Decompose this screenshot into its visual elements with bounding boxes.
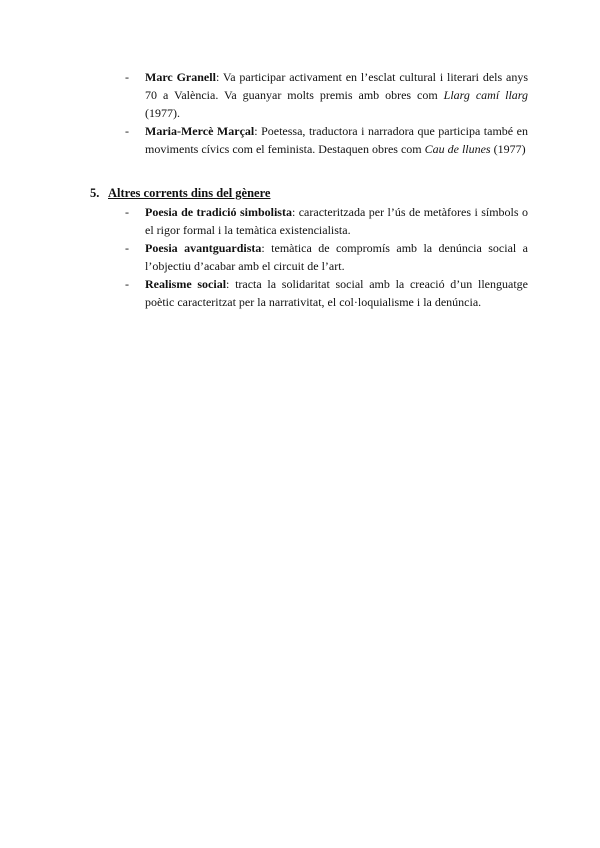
list-item-text	[145, 239, 528, 275]
section-number: 5.	[90, 186, 100, 200]
author-name: Marc Granell	[145, 70, 216, 84]
list-item-maria-merce-marcal	[0, 122, 600, 158]
list-item-text	[145, 68, 528, 122]
list-item-simbolista	[0, 203, 600, 239]
list-item-marc-granell	[0, 68, 600, 122]
work-year: (1977).	[145, 106, 180, 120]
list-item-text	[145, 203, 528, 239]
current-description: : temàtica de compromís amb la denúncia social a l’objectiu d’acabar amb el circuit de l’art.	[145, 241, 528, 273]
section-heading	[90, 184, 270, 202]
list-item-text	[145, 275, 528, 311]
section-title: Altres corrents dins del gènere	[108, 186, 271, 200]
work-title: Cau de llunes	[424, 142, 491, 156]
bullet-dash: -	[125, 124, 129, 138]
bullet-dash: -	[125, 241, 129, 255]
bullet-dash: -	[125, 277, 129, 291]
list-item-text	[145, 122, 528, 158]
current-term: Poesia de tradició simbolista	[145, 205, 292, 219]
author-name: Maria-Mercè Marçal	[145, 124, 255, 138]
current-term: Poesia avantguardista	[145, 241, 262, 255]
current-description: : caracteritzada per l’ús de metàfores i símbols o el rigor formal i la temàtica existencialista.	[145, 205, 528, 237]
list-item-avantguardista	[0, 239, 600, 275]
bullet-dash: -	[125, 205, 129, 219]
author-description: : Va participar activament en l’esclat cultural i literari dels anys 70 a València. Va guanyar molts premis amb obres com	[145, 70, 529, 102]
list-item-realisme-social	[0, 275, 600, 311]
work-year: (1977)	[490, 142, 526, 156]
author-description: : Poetessa, traductora i narradora que participa també en moviments cívics com el feminista. Destaquen obres com	[145, 124, 528, 156]
current-term: Realisme social	[145, 277, 227, 291]
current-description: : tracta la solidaritat social amb la creació d’un llenguatge poètic caracteritzat per la narrativitat, el col·loquialisme i la denúncia.	[145, 277, 528, 309]
author-list	[0, 68, 600, 158]
currents-list	[0, 203, 600, 311]
bullet-dash: -	[125, 70, 129, 84]
work-title: Llarg camí llarg	[443, 88, 529, 102]
